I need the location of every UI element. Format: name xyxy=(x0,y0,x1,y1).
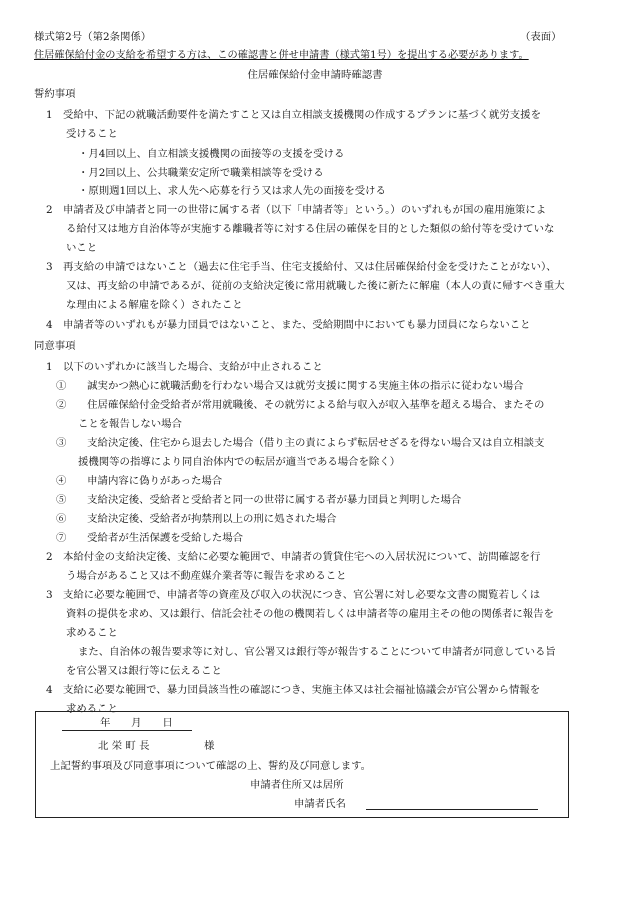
name-field[interactable] xyxy=(366,809,538,810)
addressee: 北 栄 町 長 xyxy=(98,740,150,752)
pledge-bullet: ・月4回以上、自立相談支援機関の面接等の支援を受ける xyxy=(78,148,345,160)
consent-subitem: ③ 支給決定後、住宅から退去した場合（借り主の責によらず転居せざるを得ない場合又は自立相談支 xyxy=(56,437,545,449)
consent-heading: 同意事項 xyxy=(34,340,76,352)
side-label: （表面） xyxy=(520,31,562,43)
consent-subitem: ⑤ 支給決定後、受給者と受給者と同一の世帯に属する者が暴力団員と判明した場合 xyxy=(56,494,462,506)
honorific: 様 xyxy=(204,740,215,752)
consent-line: を官公署又は銀行等に伝えること xyxy=(66,665,222,677)
pledge-line: な理由による解雇を除く）されたこと xyxy=(66,299,243,311)
consent-line: う場合があること又は不動産媒介業者等に報告を求めること xyxy=(66,570,347,582)
consent-subitem: ことを報告しない場合 xyxy=(78,418,182,430)
consent-statement: 上記誓約事項及び同意事項について確認の上、誓約及び同意します。 xyxy=(50,760,372,772)
pledge-line: 2 申請者及び申請者と同一の世帯に属する者（以下「申請者等」という。）のいずれもが国の雇用施策によ xyxy=(46,204,547,216)
consent-line: 求めること xyxy=(66,703,118,715)
consent-line: 4 支給に必要な範囲で、暴力団員該当性の確認につき、実施主体又は社会福祉協議会が官公署から情報を xyxy=(46,684,541,696)
consent-subitem: ⑦ 受給者が生活保護を受給した場合 xyxy=(56,532,244,544)
pledge-line: 受けること xyxy=(66,128,118,140)
pledge-heading: 誓約事項 xyxy=(34,88,76,100)
pledge-line: る給付又は地方自治体等が実施する離職者等に対する住居の確保を目的とした類似の給付等を受けていな xyxy=(66,223,555,235)
pledge-bullet: ・月2回以上、公共職業安定所で職業相談等を受ける xyxy=(78,167,324,179)
form-title: 住居確保給付金申請時確認書 xyxy=(247,69,383,81)
pledge-bullet: ・原則週1回以上、求人先へ応募を行う又は求人先の面接を受ける xyxy=(78,185,386,197)
pledge-line: 3 再支給の申請ではないこと（過去に住宅手当、住宅支援給付、又は住居確保給付金を受けたことがない）、 xyxy=(46,261,557,273)
consent-line: 求めること xyxy=(66,627,118,639)
pledge-line: 4 申請者等のいずれもが暴力団員ではないこと、また、受給期間中においても暴力団員にならないこと xyxy=(46,319,531,331)
pledge-line: 又は、再支給の申請であるが、従前の支給決定後に常用就職した後に新たに解雇（本人の責に帰すべき重大 xyxy=(66,280,565,292)
consent-subitem: 援機関等の指導により同自治体内での転居が適当である場合を除く） xyxy=(78,456,401,468)
consent-line: 3 支給に必要な範囲で、申請者等の資産及び収入の状況につき、官公署に対し必要な文書の閲覧若しくは xyxy=(46,589,541,601)
date-underline xyxy=(62,730,192,731)
pledge-line: 1 受給中、下記の就職活動要件を満たすこと又は自立相談支援機関の作成するプランに基づく就労支援を xyxy=(46,109,541,121)
consent-subitem: ② 住居確保給付金受給者が常用就職後、その就労による給与収入が収入基準を超える場合、またその xyxy=(56,399,545,411)
form-number: 様式第2号（第2条関係） xyxy=(34,31,152,43)
consent-subitem: ⑥ 支給決定後、受給者が拘禁刑以上の刑に処された場合 xyxy=(56,513,337,525)
consent-line: 1 以下のいずれかに該当した場合、支給が中止されること xyxy=(46,361,323,373)
pledge-line: いこと xyxy=(66,242,98,254)
name-label: 申請者氏名 xyxy=(294,798,346,810)
consent-subitem: ④ 申請内容に偽りがあった場合 xyxy=(56,475,223,487)
consent-line: また、自治体の報告要求等に対し、官公署又は銀行等が報告することについて申請者が同意している旨 xyxy=(78,646,556,658)
date-line: 年 月 日 xyxy=(100,717,173,729)
consent-line: 資料の提供を求め、又は銀行、信託会社その他の機関若しくは申請者等の雇用主その他の関係者に報告を xyxy=(66,608,554,620)
consent-line: 2 本給付金の支給決定後、支給に必要な範囲で、申請者の賃貸住宅への入居状況について、訪問確認を行 xyxy=(46,551,541,563)
submission-notice: 住居確保給付金の支給を希望する方は、この確認書と併せ申請書（様式第1号）を提出する必要があります。 xyxy=(34,50,529,61)
address-label: 申請者住所又は居所 xyxy=(250,779,344,791)
consent-subitem: ① 誠実かつ熱心に就職活動を行わない場合又は就労支援に関する実施主体の指示に従わない場合 xyxy=(56,380,524,392)
